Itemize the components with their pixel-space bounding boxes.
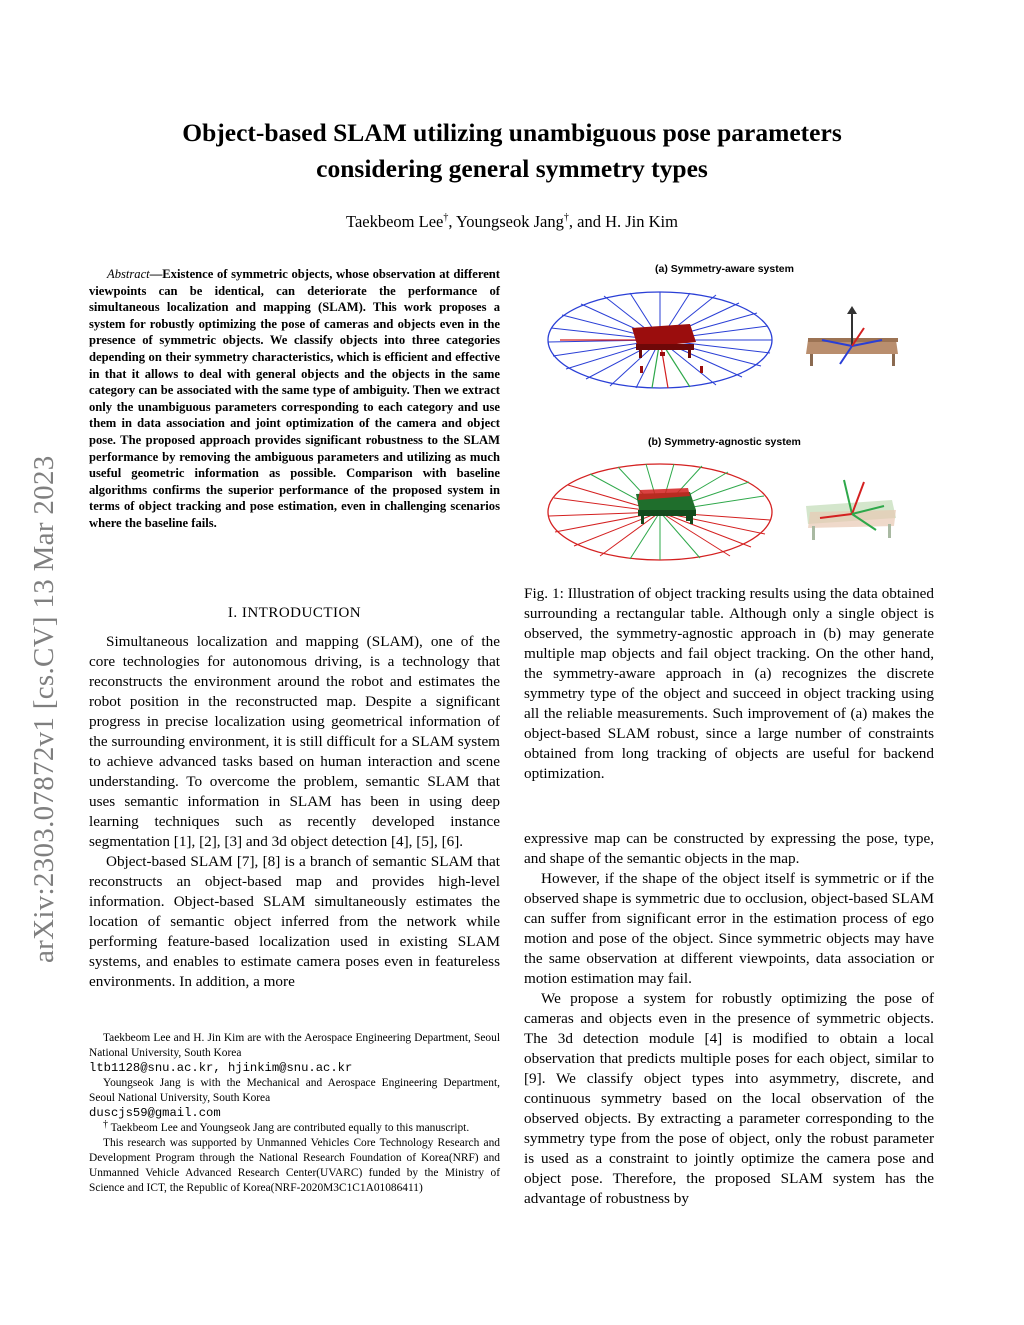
right-paragraph-2: However, if the shape of the object itself is symmetric or if the observed shape is symmetric due to occlusion, object-based SLAM can suffer from significant error in the estimation process of ego motion and pose of the object. Since symmetric objects may have the same observation at different viewpoints, data association or motion estimation may fail.: [524, 870, 934, 987]
footnote-affiliation-1: [89, 1031, 500, 1076]
table-3d-model-b: [806, 480, 896, 540]
abstract-dash: —: [149, 267, 163, 281]
arxiv-identifier-stamp: arXiv:2303.07872v1 [cs.CV] 13 Mar 2023: [28, 455, 60, 963]
author-separator: ,: [448, 212, 456, 231]
figure-1-caption: Fig. 1: Illustration of object tracking results using the data obtained surrounding a rectangular table. Although only a single object is observed, the symmetry-agnostic approach in (b) may generate multiple map objects and fail object tracking. On the other hand, the symmetry-aware approach in (a) recognizes the discrete symmetry type of the object and succeed in object tracking using all the reliable measurements. Such improvement of (a) makes the object-based SLAM robust, since a large number of constraints obtained from long tracking of objects are useful for backend optimization.: [524, 585, 934, 782]
footnote-affiliation-2: [89, 1076, 500, 1121]
introduction-body: [89, 632, 500, 992]
footnote-equal-contribution: [89, 1121, 500, 1136]
title-line-2: considering general symmetry types: [316, 154, 708, 183]
footnote-text: Taekbeom Lee and Youngseok Jang are contributed equally to this manuscript.: [108, 1122, 470, 1134]
abstract: [89, 266, 500, 532]
footnote-text: Youngseok Jang is with the Mechanical and Aerospace Engineering Department, Seoul National University, South Korea: [89, 1077, 500, 1104]
footnote-email: duscjs59@gmail.com: [89, 1106, 221, 1120]
equal-contribution-mark: †: [443, 212, 449, 223]
section-heading-introduction: I. INTRODUCTION: [227, 605, 362, 621]
right-column-body: [524, 829, 934, 1209]
paper-title: [120, 115, 904, 187]
author-name: Youngseok Jang: [456, 212, 564, 231]
author-name: Taekbeom Lee: [346, 212, 444, 231]
intro-paragraph-1: Simultaneous localization and mapping (SLAM), one of the core technologies for autonomous driving, is a technology that reconstructs the environment around the robot and estimates the robot position in the reconstructed map. Despite a significant progress in precise localization using geometrical information of the surrounding environment, it is still difficult for a SLAM system to achieve advanced tasks based on human interaction and scene understanding. To overcome the problem, semantic SLAM that uses semantic information in SLAM has been in using deep learning techniques such as recently developed instance segmentation [1], [2], [3] and 3d object detection [4], [5], [6].: [89, 633, 500, 850]
abstract-text: Existence of symmetric objects, whose observation at different viewpoints can be identical, can deteriorate the performance of simultaneous localization and mapping (SLAM). This work proposes a system for robustly optimizing the pose of cameras and objects even in the presence of symmetric objects. We classify objects into three categories depending on their symmetry characteristics, which is efficient and effective in that it allows to deal with general objects and the objects in the same category can be associated with the same type of ambiguity. Then we extract only the unambiguous parameters corresponding to each category and use them in data association and joint optimization of the camera and object pose. The proposed approach provides significant robustness to the SLAM performance by removing the ambiguous parameters and utilizing as much useful geometric information as possible. Comparison with baseline algorithms confirms the superior performance of the proposed system in terms of object tracking and pose estimation, even in challenging scenarios where the baseline fails.: [89, 267, 500, 530]
footnote-funding: This research was supported by Unmanned Vehicles Core Technology Research and Development Program through the National Research Foundation of Korea(NRF) and Unmanned Vehicle Advanced Research Center(UVARC) funded by the Ministry of Science and ICT, the Republic of Korea(NRF-2020M3C1C1A01086411): [89, 1137, 500, 1194]
author-separator: ,: [568, 212, 578, 231]
right-paragraph-1: expressive map can be constructed by expressing the pose, type, and shape of the semantic objects in the map.: [524, 830, 934, 867]
figure-label-b: (b) Symmetry-agnostic system: [648, 436, 801, 448]
equal-contribution-mark: †: [563, 212, 569, 223]
footnote-text: Taekbeom Lee and H. Jin Kim are with the Aerospace Engineering Department, Seoul National University, South Korea: [89, 1032, 500, 1059]
author-name: and H. Jin Kim: [577, 212, 678, 231]
footnote-email: ltb1128@snu.ac.kr, hjinkim@snu.ac.kr: [89, 1061, 353, 1075]
author-list: [120, 210, 904, 234]
right-paragraph-3: We propose a system for robustly optimizing the pose of cameras and objects even in the presence of symmetric objects. The 3d detection module [4] is modified to obtain a local observation that predicts multiple poses for each object, similar to [9]. We classify object types into asymmetry, discrete, and continuous symmetry based on the local observation of the observed objects. By extracting a parameter corresponding to the symmetry type from the pose of object, only the robust parameter is used as a constraint to jointly optimize the camera pose and object pose. Therefore, the proposed SLAM system has the advantage of robustness by: [524, 990, 934, 1207]
title-line-1: Object-based SLAM utilizing unambiguous pose parameters: [182, 118, 842, 147]
abstract-label: Abstract: [107, 267, 150, 281]
figure-panel-a-image: [540, 280, 930, 392]
intro-paragraph-2: Object-based SLAM [7], [8] is a branch of semantic SLAM that reconstructs an object-based map and provides high-level information. Object-based SLAM simultaneously estimates the location of semantic object inferred from the network while performing feature-based localization used in existing SLAM systems, and enables to estimate camera poses even in featureless environments. In addition, a more: [89, 853, 500, 990]
footnotes: [89, 1031, 500, 1196]
figure-panel-b-image: [540, 454, 930, 568]
figure-label-a: (a) Symmetry-aware system: [655, 263, 794, 275]
table-3d-model-a: [806, 306, 898, 366]
dagger-mark: †: [103, 1119, 108, 1130]
